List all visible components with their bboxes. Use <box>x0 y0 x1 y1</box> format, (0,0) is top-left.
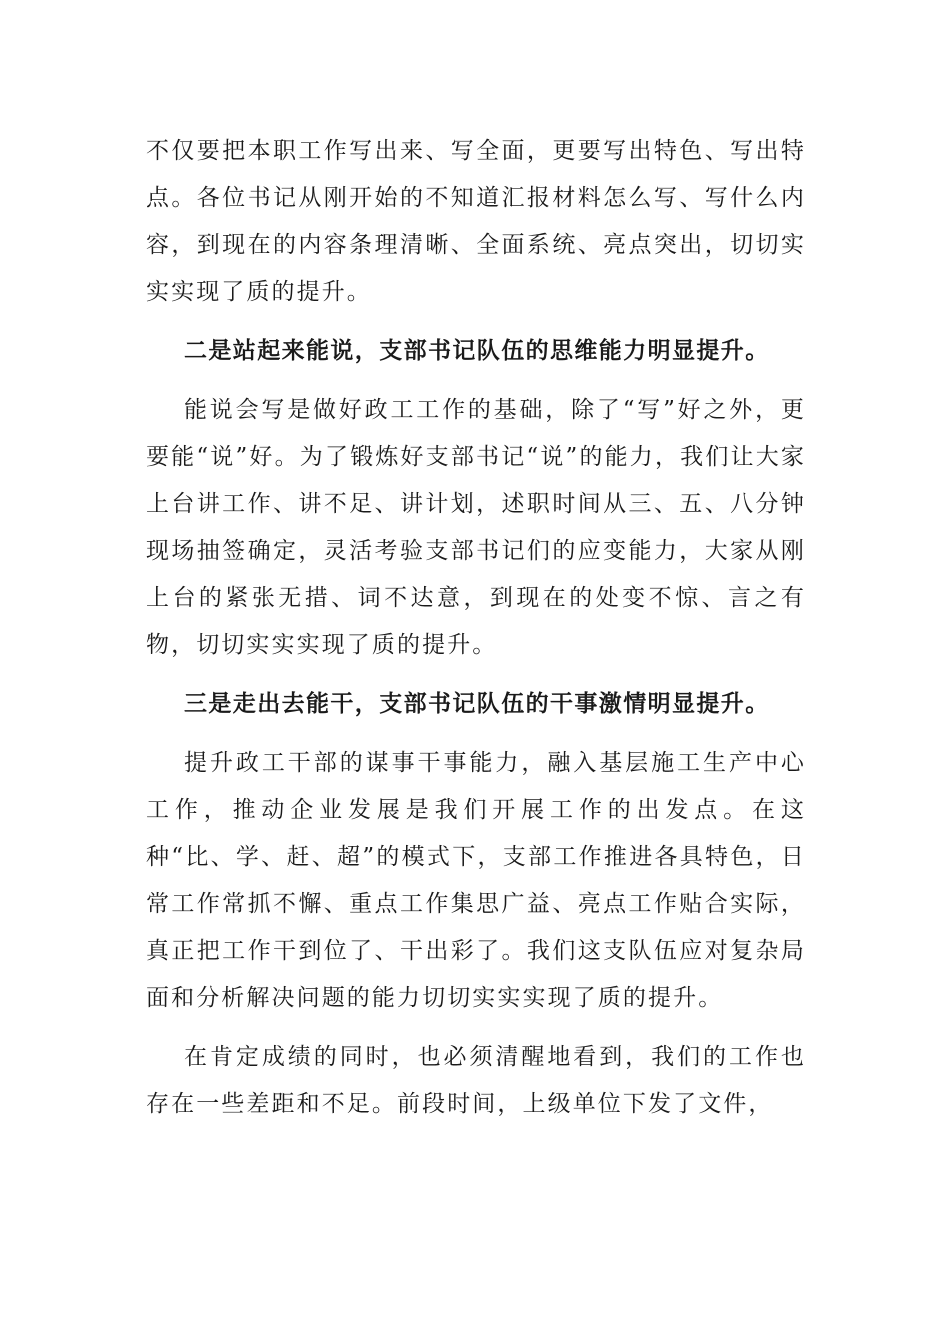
section-heading-3: 三是走出去能干，支部书记队伍的干事激情明显提升。 <box>184 691 770 717</box>
paragraph-1: 不仅要把本职工作写出来、写全面，更要写出特色、写出特点。各位书记从刚开始的不知道汇报材料怎么写、写什么内容，到现在的内容条理清晰、全面系统、亮点突出，切切实实实现了质的提升。 <box>146 138 806 305</box>
paragraph-2: 能说会写是做好政工工作的基础，除了“写”好之外，更要能“说”好。为了锻炼好支部书记“说”的能力，我们让大家上台讲工作、讲不足、讲计划，述职时间从三、五、八分钟现场抽签确定，灵活考验支部书记们的应变能力，大家从刚上台的紧张无措、词不达意，到现在的处变不惊、言之有物，切切实实实现了质的提升。 <box>146 397 806 658</box>
paragraph-4: 在肯定成绩的同时，也必须清醒地看到，我们的工作也存在一些差距和不足。前段时间，上级单位下发了文件， <box>146 1044 806 1117</box>
document-body <box>146 128 806 1140</box>
section-heading-2: 二是站起来能说，支部书记队伍的思维能力明显提升。 <box>184 338 770 364</box>
paragraph-3: 提升政工干部的谋事干事能力，融入基层施工生产中心工作，推动企业发展是我们开展工作的出发点。在这种“比、学、赶、超”的模式下，支部工作推进各具特色，日常工作常抓不懈、重点工作集思广益、亮点工作贴合实际，真正把工作干到位了、干出彩了。我们这支队伍应对复杂局面和分析解决问题的能力切切实实实现了质的提升。 <box>146 750 806 1011</box>
